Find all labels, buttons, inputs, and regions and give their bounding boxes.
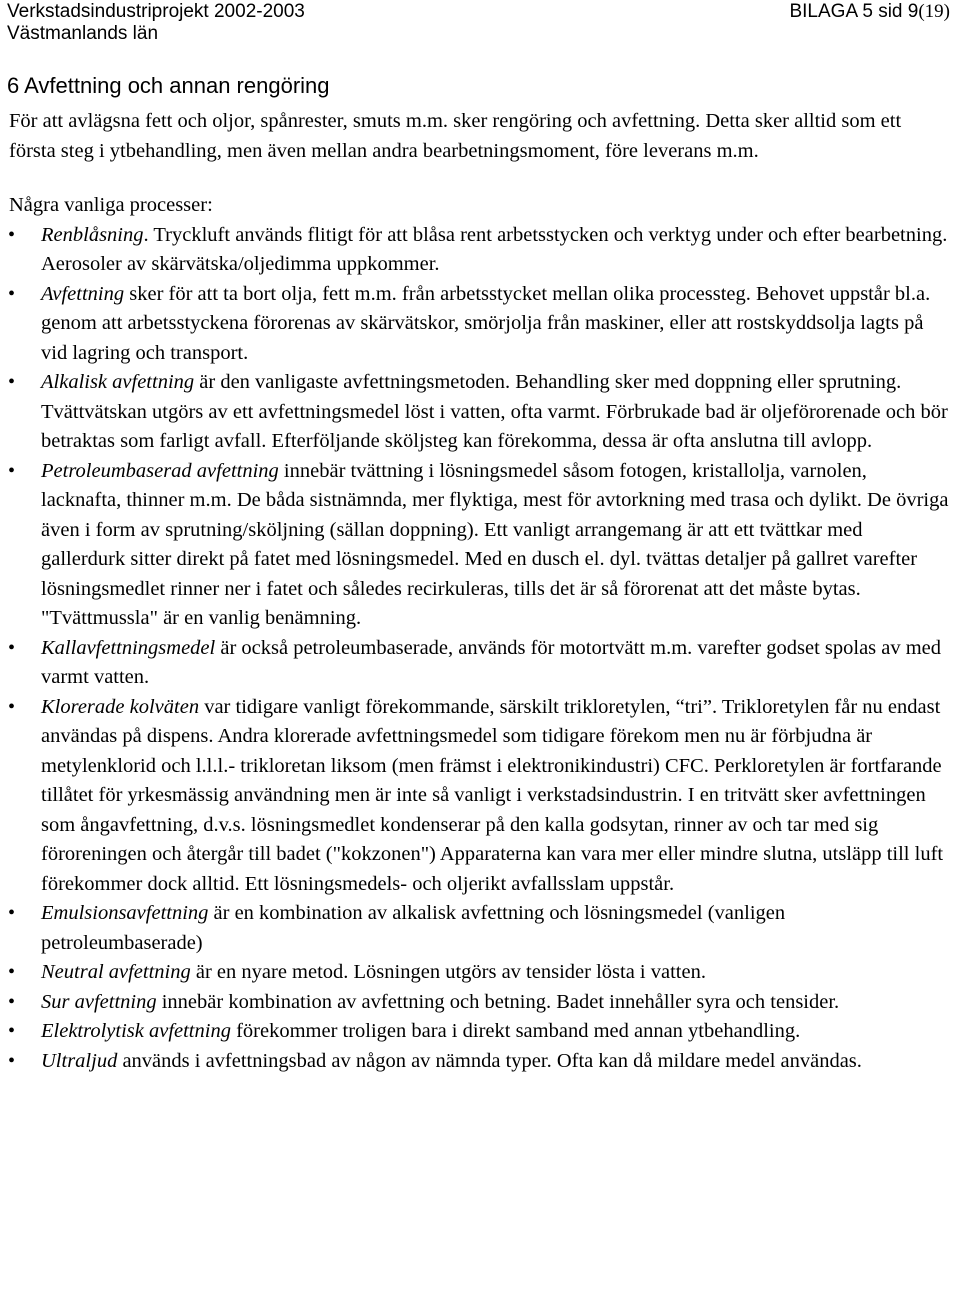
list-item [7, 958, 950, 988]
process-term: Petroleumbaserad avfettning [41, 459, 279, 482]
county-name: Västmanlands län [7, 23, 159, 44]
process-term: Klorerade kolväten [41, 695, 200, 718]
list-item [7, 634, 950, 693]
bullet-icon: • [8, 961, 16, 983]
bullet-icon: • [8, 223, 16, 246]
process-term: Ultraljud [41, 1049, 118, 1072]
process-term: Neutral avfettning [41, 961, 191, 983]
bullet-icon: • [8, 990, 16, 1013]
process-term: Alkalisk avfettning [41, 371, 195, 393]
process-list [7, 221, 950, 1077]
list-item [7, 988, 950, 1018]
bullet-icon: • [8, 636, 16, 659]
process-term: Sur avfettning [41, 990, 157, 1013]
process-term: Kallavfettningsmedel [41, 636, 216, 659]
list-item [7, 221, 950, 280]
bullet-icon: • [8, 282, 16, 305]
list-item [7, 457, 950, 634]
list-item [7, 1017, 950, 1047]
process-term: Emulsionsavfettning [41, 902, 209, 924]
intro-paragraph: För att avlägsna fett och oljor, spånrester, smuts m.m. sker rengöring och avfettning. Detta sker alltid som ett första steg i ytbehandling, men även mellan andra bearbetningsmoment, före leverans m.m. [9, 110, 902, 162]
list-item [7, 368, 950, 457]
page-total: (19) [918, 1, 950, 22]
process-description: var tidigare vanligt förekommande, särskilt trikloretylen, “tri”. Trikloretylen får nu endast användas på dispens. Andra klorerade avfettningsmedel som tidigare förekom men nu är förbjudna är metylenklorid och l.l.l.- trikloretan liksom (men främst i elektronikindustri) CFC. Perkloretylen är fortfarande tillåtet för yrkesmässig användning men är inte så vanligt i verkstadsindustrin. I en tritvätt sker avfettningen som ångavfettning, d.v.s. lösningsmedlet kondenserar på den kalla godsytan, rinner av och tar med sig föroreningen och återgår till badet ("kokzonen") Apparaterna kan vara mer eller mindre slutna, utsläpp till luft förekommer dock alltid. Ett lösningsmedels- och oljerikt avfallsslam uppstår. [41, 695, 944, 895]
section-heading: 6 Avfettning och annan rengöring [7, 73, 330, 98]
page-header [7, 0, 950, 46]
process-term: Avfettning [41, 282, 125, 305]
list-item [7, 693, 950, 900]
list-item [7, 899, 950, 958]
list-item [7, 1047, 950, 1077]
process-description: är också petroleumbaserade, används för motortvätt m.m. varefter godset spolas av med varmt vatten. [41, 636, 942, 688]
page-reference [789, 0, 950, 23]
process-description: sker för att ta bort olja, fett m.m. från arbetsstycket mellan olika processteg. Behovet uppstår bl.a. genom att arbetsstyckena förorenas av skärvätskor, smörjolja från maskiner, eller att rostskyddsolja lagts på vid lagring och transport. [41, 282, 931, 364]
bullet-icon: • [8, 695, 16, 718]
process-description: är en nyare metod. Lösningen utgörs av tensider lösta i vatten. [190, 961, 706, 983]
processes-heading: Några vanliga processer: [9, 194, 213, 216]
process-description: innebär tvättning i lösningsmedel såsom fotogen, kristallolja, varnolen, lacknafta, thinner m.m. De båda sistnämnda, mer flyktiga, mest för avtorkning med trasa och dylikt. De övriga även i form av sprutning/sköljning (sällan doppning). Ett vanligt arrangemang är att ett tvättkar med gallerdurk sitter direkt på fatet med lösningsmedel. Med en dusch el. dyl. tvättas detaljer på gallret varefter lösningsmedlet rinner ner i fatet och således recirkuleras, tills det är så förorenat att det måste bytas. "Tvättmussla" är en vanlig benämning. [41, 459, 949, 629]
process-term: Renblåsning [41, 223, 144, 246]
process-term: Elektrolytisk avfettning [41, 1020, 231, 1042]
project-name: Verkstadsindustriprojekt 2002-2003 [7, 1, 305, 22]
bullet-icon: • [8, 1020, 16, 1042]
bullet-icon: • [8, 902, 16, 924]
bullet-icon: • [8, 371, 16, 393]
process-description: är en kombination av alkalisk avfettning och lösningsmedel (vanligen petroleumbaserade) [41, 902, 786, 954]
list-item [7, 280, 950, 369]
process-description: är den vanligaste avfettningsmetoden. Behandling sker med doppning eller sprutning. Tvättvätskan utgörs av ett avfettningsmedel löst i vatten, ofta varmt. Förbrukade bad är oljeförorenade och bör betraktas som farligt avfall. Efterföljande sköljsteg kan förekomma, dessa är ofta anslutna till avlopp. [41, 371, 948, 452]
process-description: innebär kombination av avfettning och betning. Badet innehåller syra och tensider. [156, 990, 840, 1013]
bullet-icon: • [8, 459, 16, 482]
appendix-label: BILAGA 5 sid 9 [789, 1, 919, 22]
bullet-icon: • [8, 1049, 16, 1072]
process-description: förekommer troligen bara i direkt samband med annan ytbehandling. [230, 1020, 801, 1042]
process-description: . Tryckluft används flitigt för att blåsa rent arbetsstycken och verktyg under och efter bearbetning. Aerosoler av skärvätska/oljedimma uppkommer. [41, 223, 948, 275]
process-description: används i avfettningsbad av någon av nämnda typer. Ofta kan då mildare medel användas. [117, 1049, 862, 1072]
